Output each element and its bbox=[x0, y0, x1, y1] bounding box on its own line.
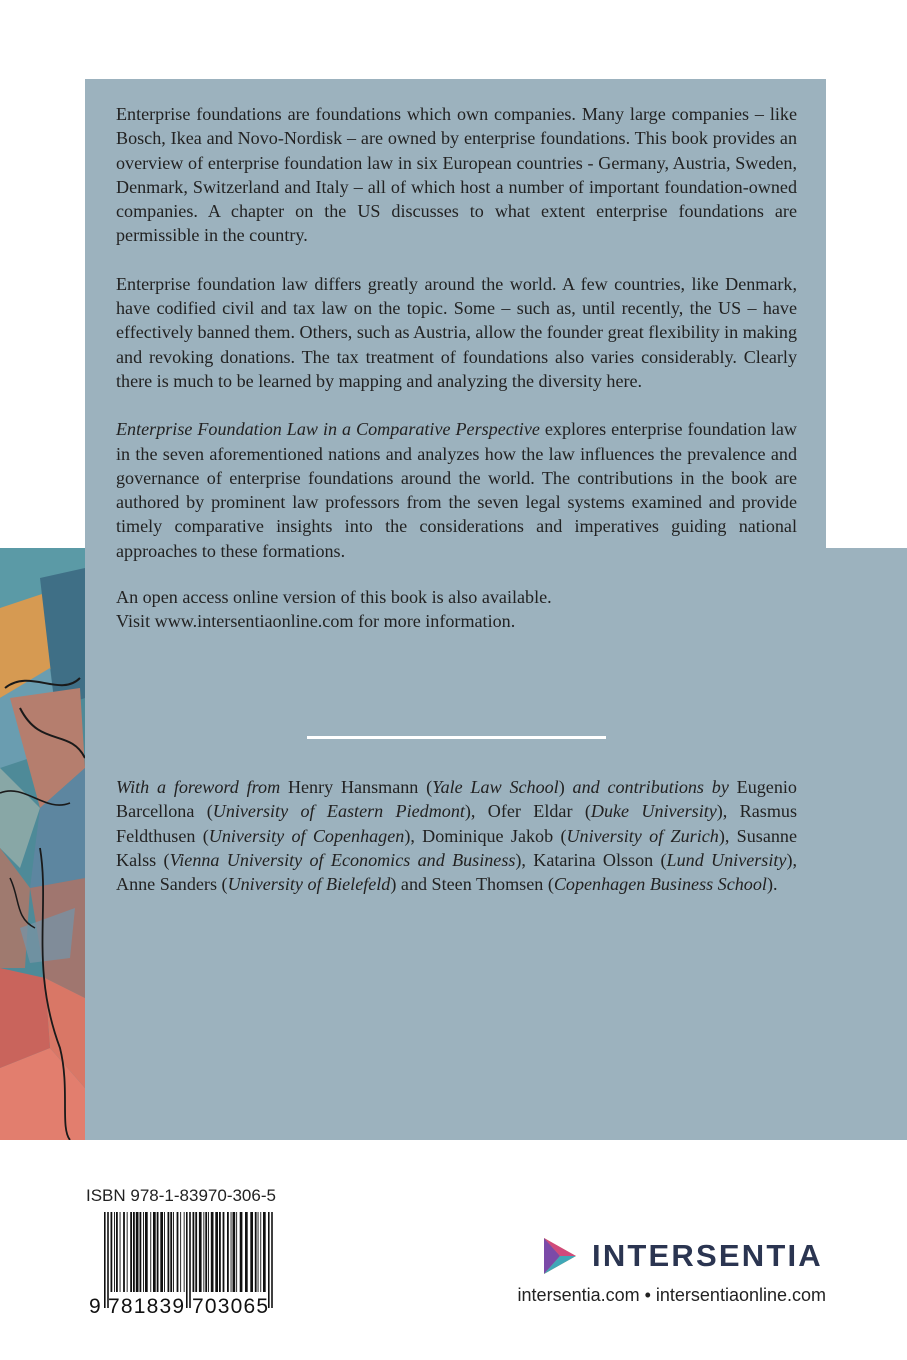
barcode-bar bbox=[107, 1212, 109, 1308]
barcode-bar bbox=[164, 1212, 165, 1292]
barcode-bar bbox=[199, 1212, 202, 1292]
contributors-text bbox=[116, 775, 797, 896]
publisher-logo bbox=[540, 1236, 830, 1276]
publisher-name: INTERSENTIA bbox=[592, 1238, 823, 1273]
barcode-bar bbox=[227, 1212, 229, 1292]
barcode-bar bbox=[133, 1212, 135, 1292]
contributor-affiliation: University of Copenhagen bbox=[208, 825, 405, 846]
barcode-bar bbox=[104, 1212, 106, 1308]
barcode-bar bbox=[123, 1212, 125, 1292]
barcode-bar bbox=[153, 1212, 156, 1292]
contributor-name: ), Rasmus Feldthusen ( bbox=[116, 801, 797, 846]
barcode bbox=[86, 1212, 282, 1316]
divider-line bbox=[307, 736, 606, 739]
isbn-label: ISBN 978-1-83970-306-5 bbox=[86, 1186, 276, 1205]
barcode-bar bbox=[236, 1212, 237, 1292]
barcode-bar bbox=[120, 1212, 121, 1292]
contributor-affiliation: and contributions by bbox=[572, 777, 729, 797]
intersentia-logo-icon bbox=[540, 1236, 580, 1276]
barcode-bar bbox=[130, 1212, 132, 1292]
contributor-affiliation: With a foreword from bbox=[116, 777, 281, 797]
barcode-bar bbox=[250, 1212, 253, 1292]
barcode-bar bbox=[240, 1212, 243, 1292]
barcode-bar bbox=[258, 1212, 259, 1292]
barcode-bar bbox=[143, 1212, 144, 1292]
contributor-name: ), Anne Sanders ( bbox=[116, 849, 797, 895]
contributor-affiliation: University of Bielefeld bbox=[227, 874, 391, 895]
barcode-bar bbox=[231, 1212, 232, 1292]
barcode-bar bbox=[219, 1212, 221, 1292]
barcode-digit-lead: 9 bbox=[89, 1295, 101, 1316]
barcode-bar bbox=[111, 1212, 113, 1292]
barcode-bar bbox=[184, 1212, 185, 1292]
barcode-bar bbox=[177, 1212, 179, 1292]
barcode-bar bbox=[263, 1212, 266, 1292]
barcode-bar bbox=[271, 1212, 273, 1308]
contributor-name: ), Susanne Kalss ( bbox=[116, 825, 797, 870]
barcode-digits-left: 781839 bbox=[108, 1295, 184, 1316]
contributor-affiliation: Copenhagen Business School bbox=[553, 874, 767, 895]
blurb-paragraph-3 bbox=[116, 417, 797, 563]
barcode-bar bbox=[195, 1212, 197, 1292]
contributor-name: ), Ofer Eldar ( bbox=[464, 801, 591, 822]
barcode-bar bbox=[186, 1212, 188, 1308]
cover-artwork bbox=[0, 548, 85, 1140]
barcode-bar bbox=[268, 1212, 270, 1308]
barcode-bar bbox=[180, 1212, 181, 1292]
publisher-websites: intersentia.com • intersentiaonline.com bbox=[517, 1285, 826, 1305]
barcode-bar bbox=[205, 1212, 207, 1292]
barcode-bar bbox=[160, 1212, 163, 1292]
contributor-affiliation: Lund University bbox=[666, 849, 787, 870]
barcode-bar bbox=[116, 1212, 118, 1292]
contributor-name: Eugenio Barcellona ( bbox=[116, 777, 797, 822]
barcode-bar bbox=[260, 1212, 261, 1292]
barcode-digits-right: 703065 bbox=[192, 1295, 268, 1316]
contributor-affiliation: Yale Law School bbox=[432, 777, 559, 797]
barcode-bar bbox=[245, 1212, 248, 1292]
barcode-bar bbox=[193, 1212, 195, 1292]
blurb-paragraph-1: Enterprise foundations are foundations which own companies. Many large companies – like Bosch, Ikea and Novo-Nordisk – are owned by enterprise foundations. This book provides an overview of enterprise foundation law in six European countries - Germany, Austria, Sweden, Denmark, Switzerland and Italy – all of which host a number of important foundation-owned companies. A chapter on the US discusses to what extent enterprise foundations are permissible in the country. bbox=[116, 104, 797, 246]
barcode-bar bbox=[255, 1212, 257, 1292]
barcode-bar bbox=[223, 1212, 225, 1292]
barcode-bar bbox=[114, 1212, 115, 1292]
blurb bbox=[116, 102, 797, 658]
barcode-bar bbox=[233, 1212, 236, 1292]
open-access-line-1: An open access online version of this book is also available. bbox=[116, 587, 552, 608]
barcode-bar bbox=[173, 1212, 174, 1292]
barcode-bar bbox=[157, 1212, 159, 1292]
contributor-name: ), Katarina Olsson ( bbox=[515, 849, 667, 870]
barcode-bar bbox=[127, 1212, 128, 1292]
barcode-bar bbox=[136, 1212, 139, 1292]
contributor-affiliation: University of Eastern Piedmont bbox=[212, 801, 465, 822]
barcode-bar bbox=[168, 1212, 170, 1292]
barcode-bar bbox=[145, 1212, 148, 1292]
barcode-bar bbox=[203, 1212, 204, 1292]
barcode-bar bbox=[189, 1212, 191, 1308]
open-access-line-2: Visit www.intersentiaonline.com for more information. bbox=[116, 611, 516, 632]
contributor-affiliation: Duke University bbox=[590, 801, 717, 822]
contributor-name: ). bbox=[766, 874, 778, 895]
barcode-bar bbox=[211, 1212, 214, 1292]
blurb-paragraph-2: Enterprise foundation law differs greatly around the world. A few countries, like Denmark, have codified civil and tax law on the topic. Some – such as, until recently, the US – have effectively banned them. Others, such as Austria, allow the founder great flexibility in making and revoking donations. The tax treatment of foundations also varies considerably. Clearly there is much to be learned by mapping and analyzing the diversity here. bbox=[116, 273, 798, 391]
barcode-bar bbox=[208, 1212, 209, 1292]
contributor-name: Henry Hansmann ( bbox=[280, 777, 433, 797]
barcode-bar bbox=[215, 1212, 218, 1292]
barcode-bar bbox=[140, 1212, 142, 1292]
barcode-bar bbox=[170, 1212, 172, 1292]
contributor-name: ) and Steen Thomsen ( bbox=[390, 874, 554, 895]
open-access-note bbox=[116, 585, 797, 634]
barcode-bars bbox=[104, 1212, 273, 1308]
contributor-name: ) bbox=[558, 777, 573, 797]
barcode-bar bbox=[150, 1212, 151, 1292]
book-title: Enterprise Foundation Law in a Comparative Perspective bbox=[116, 419, 540, 440]
blurb-paragraph-3-text: explores enterprise foundation law in the seven aforementioned nations and analyzes how the law influences the prevalence and governance of enterprise foundations around the world. The contributions in the book are authored by prominent law professors from the seven legal systems examined and provide timely comparative insights into the considerations and imperatives guiding national approaches to these formations. bbox=[116, 419, 797, 561]
contributor-name: ), Dominique Jakob ( bbox=[404, 825, 567, 846]
contributor-affiliation: Vienna University of Economics and Business bbox=[169, 849, 516, 870]
contributor-affiliation: University of Zurich bbox=[566, 825, 719, 846]
